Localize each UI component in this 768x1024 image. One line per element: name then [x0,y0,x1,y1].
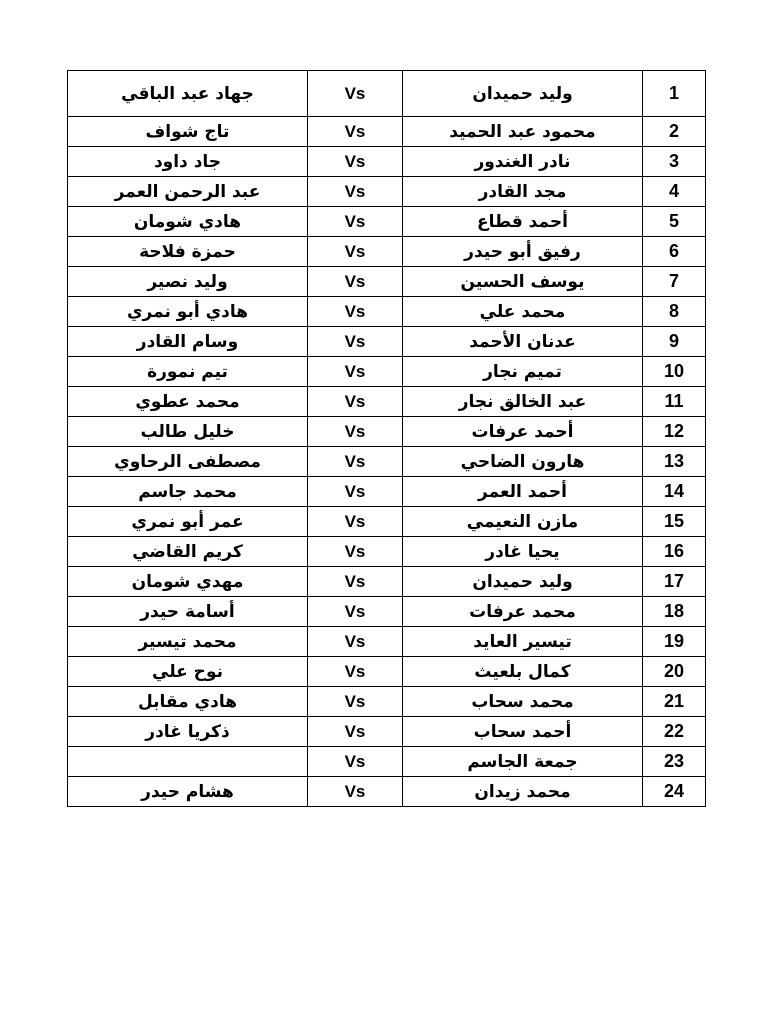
match-number-cell: 22 [643,717,706,747]
vs-cell: Vs [308,477,403,507]
table-row [68,477,706,507]
vs-cell: Vs [308,177,403,207]
vs-cell: Vs [308,147,403,177]
player-name-cell: يوسف الحسين [403,267,643,297]
vs-cell: Vs [308,417,403,447]
table-row [68,207,706,237]
table-row [68,237,706,267]
table-row [68,357,706,387]
player-name-cell: محمد عرفات [403,597,643,627]
opponent-name-cell: خليل طالب [68,417,308,447]
match-number-cell: 23 [643,747,706,777]
vs-cell: Vs [308,207,403,237]
match-number-cell: 11 [643,387,706,417]
player-name-cell: محمد سحاب [403,687,643,717]
player-name-cell: وليد حميدان [403,567,643,597]
table-row [68,507,706,537]
opponent-name-cell: محمد عطوي [68,387,308,417]
vs-cell: Vs [308,627,403,657]
table-row [68,567,706,597]
opponent-name-cell: مصطفى الرحاوي [68,447,308,477]
table-row [68,177,706,207]
match-number-cell: 19 [643,627,706,657]
table-row [68,687,706,717]
player-name-cell: محمد علي [403,297,643,327]
opponent-name-cell: هادي شومان [68,207,308,237]
match-number-cell: 5 [643,207,706,237]
table-row [68,627,706,657]
player-name-cell: أحمد العمر [403,477,643,507]
opponent-name-cell: تاج شواف [68,117,308,147]
vs-cell: Vs [308,507,403,537]
match-number-cell: 17 [643,567,706,597]
table-row [68,327,706,357]
vs-cell: Vs [308,447,403,477]
opponent-name-cell: مهدي شومان [68,567,308,597]
table-row [68,117,706,147]
player-name-cell: أحمد قطاع [403,207,643,237]
opponent-name-cell: كريم القاضي [68,537,308,567]
vs-cell: Vs [308,597,403,627]
player-name-cell: تميم نجار [403,357,643,387]
match-number-cell: 16 [643,537,706,567]
opponent-name-cell [68,747,308,777]
match-number-cell: 12 [643,417,706,447]
vs-cell: Vs [308,657,403,687]
player-name-cell: رفيق أبو حيدر [403,237,643,267]
table-row [68,777,706,807]
vs-cell: Vs [308,717,403,747]
table-row [68,267,706,297]
match-number-cell: 20 [643,657,706,687]
table-row [68,717,706,747]
vs-cell: Vs [308,747,403,777]
player-name-cell: تيسير العايد [403,627,643,657]
opponent-name-cell: جهاد عبد الباقي [68,71,308,117]
match-number-cell: 1 [643,71,706,117]
opponent-name-cell: أسامة حيدر [68,597,308,627]
player-name-cell: هارون الضاحي [403,447,643,477]
vs-cell: Vs [308,537,403,567]
opponent-name-cell: وسام القادر [68,327,308,357]
table-row [68,537,706,567]
matches-table-body [68,71,706,807]
player-name-cell: كمال بلعيث [403,657,643,687]
match-number-cell: 15 [643,507,706,537]
opponent-name-cell: نوح علي [68,657,308,687]
player-name-cell: عدنان الأحمد [403,327,643,357]
opponent-name-cell: ذكريا غادر [68,717,308,747]
player-name-cell: محمد زيدان [403,777,643,807]
vs-cell: Vs [308,297,403,327]
table-row [68,147,706,177]
opponent-name-cell: حمزة فلاحة [68,237,308,267]
table-row [68,71,706,117]
player-name-cell: نادر الغندور [403,147,643,177]
match-number-cell: 14 [643,477,706,507]
player-name-cell: محمود عبد الحميد [403,117,643,147]
match-number-cell: 10 [643,357,706,387]
vs-cell: Vs [308,777,403,807]
opponent-name-cell: وليد نصير [68,267,308,297]
match-number-cell: 21 [643,687,706,717]
player-name-cell: أحمد سحاب [403,717,643,747]
opponent-name-cell: عبد الرحمن العمر [68,177,308,207]
vs-cell: Vs [308,357,403,387]
vs-cell: Vs [308,71,403,117]
table-row [68,747,706,777]
opponent-name-cell: عمر أبو نمري [68,507,308,537]
match-number-cell: 4 [643,177,706,207]
match-number-cell: 3 [643,147,706,177]
player-name-cell: جمعة الجاسم [403,747,643,777]
match-number-cell: 18 [643,597,706,627]
player-name-cell: مجد القادر [403,177,643,207]
opponent-name-cell: هادي أبو نمري [68,297,308,327]
match-number-cell: 9 [643,327,706,357]
vs-cell: Vs [308,687,403,717]
player-name-cell: وليد حميدان [403,71,643,117]
table-row [68,657,706,687]
opponent-name-cell: تيم نمورة [68,357,308,387]
opponent-name-cell: محمد تيسير [68,627,308,657]
table-row [68,597,706,627]
match-number-cell: 13 [643,447,706,477]
player-name-cell: يحيا غادر [403,537,643,567]
match-number-cell: 7 [643,267,706,297]
match-number-cell: 8 [643,297,706,327]
vs-cell: Vs [308,117,403,147]
vs-cell: Vs [308,387,403,417]
table-row [68,387,706,417]
table-row [68,417,706,447]
vs-cell: Vs [308,237,403,267]
match-number-cell: 24 [643,777,706,807]
match-number-cell: 6 [643,237,706,267]
table-row [68,447,706,477]
matches-table [67,70,706,807]
vs-cell: Vs [308,327,403,357]
table-row [68,297,706,327]
opponent-name-cell: هشام حيدر [68,777,308,807]
vs-cell: Vs [308,267,403,297]
player-name-cell: عبد الخالق نجار [403,387,643,417]
vs-cell: Vs [308,567,403,597]
match-number-cell: 2 [643,117,706,147]
opponent-name-cell: جاد داود [68,147,308,177]
opponent-name-cell: هادي مقابل [68,687,308,717]
player-name-cell: مازن النعيمي [403,507,643,537]
player-name-cell: أحمد عرفات [403,417,643,447]
opponent-name-cell: محمد جاسم [68,477,308,507]
